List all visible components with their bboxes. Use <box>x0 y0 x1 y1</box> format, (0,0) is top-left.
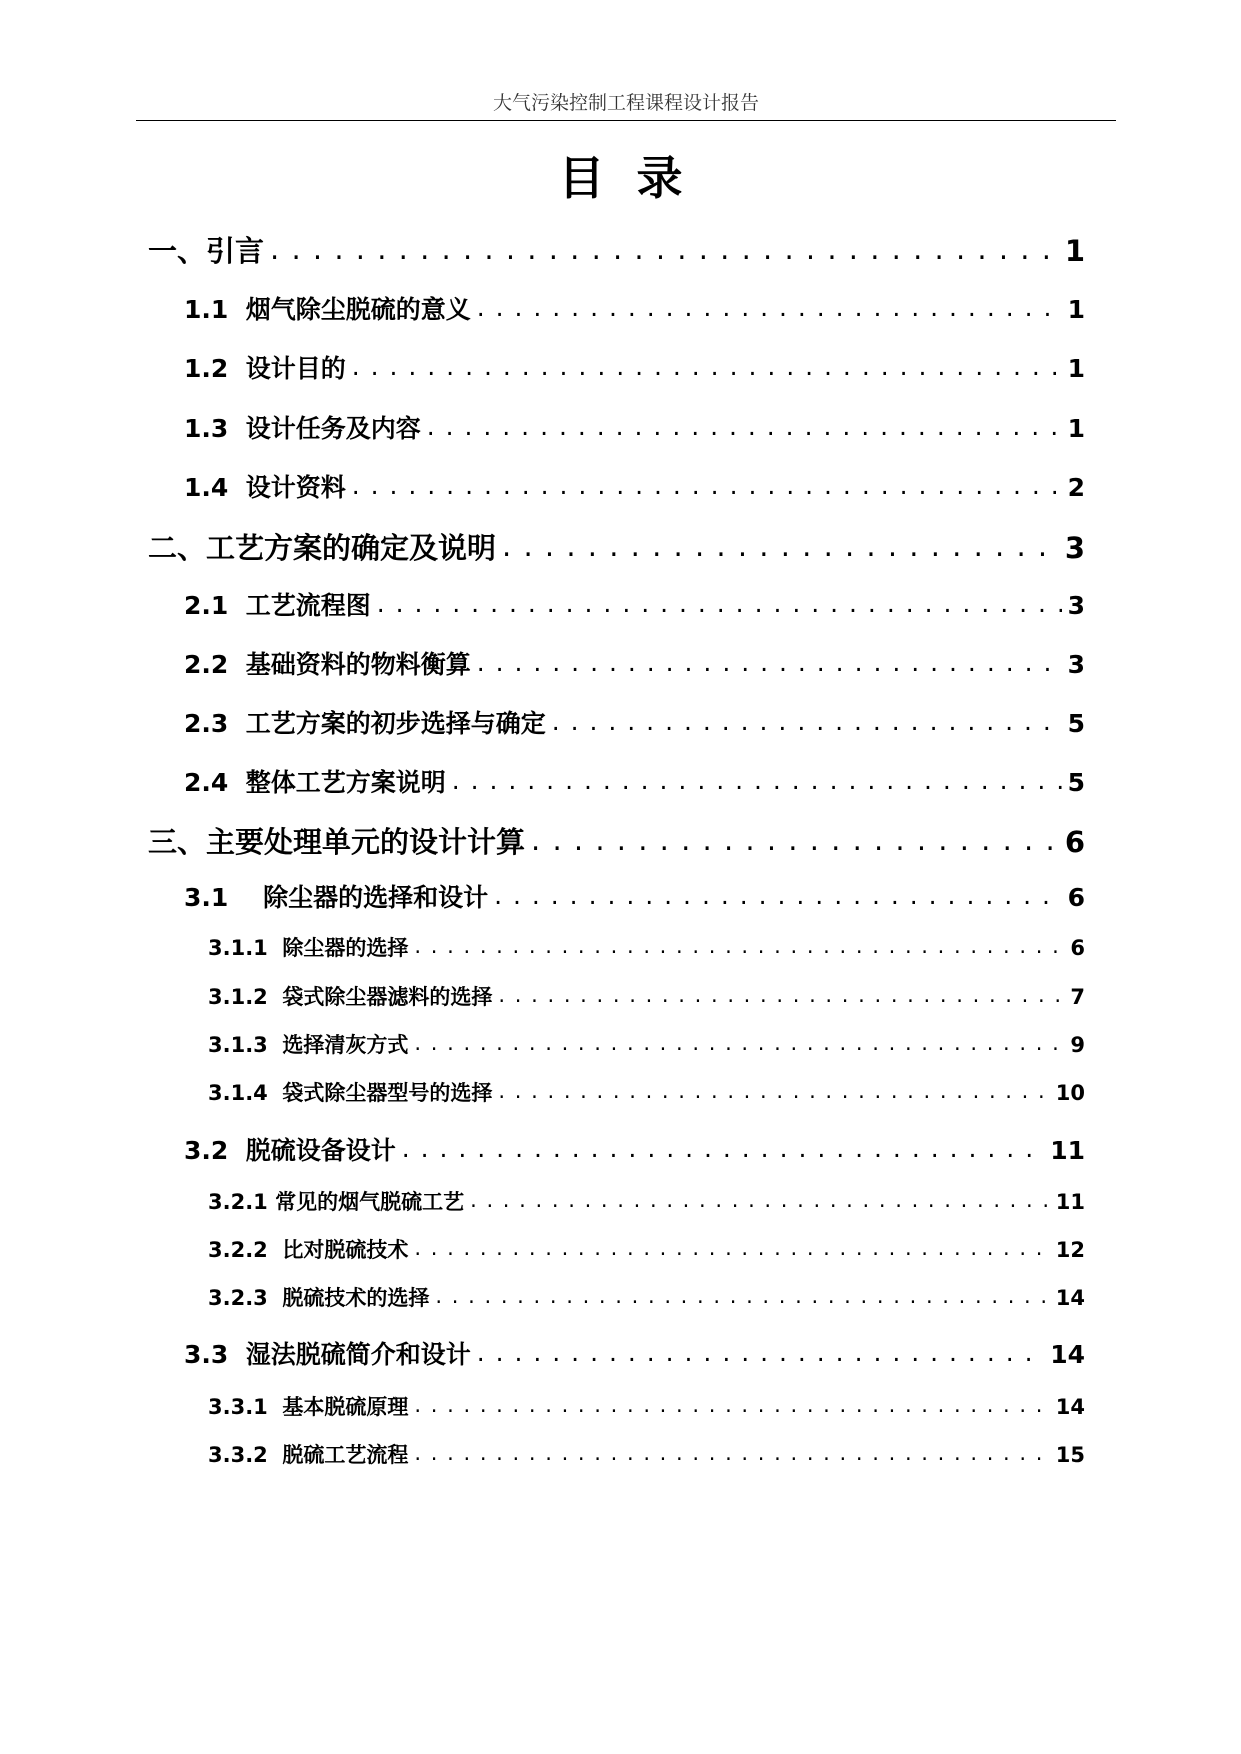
toc-page-number: 7 <box>1070 985 1085 1009</box>
toc-entry-3-3[interactable] <box>184 1335 1085 1371</box>
toc-label: 3.1.3 选择清灰方式 <box>208 1033 409 1057</box>
toc-page-number: 3 <box>1067 650 1085 679</box>
toc-entry-1-3[interactable] <box>184 409 1085 445</box>
toc-page-number: 12 <box>1055 1238 1085 1262</box>
toc-dot-leader <box>414 1441 1049 1465</box>
toc-page-number: 2 <box>1067 473 1085 502</box>
toc-label: 3.2 脱硫设备设计 <box>184 1136 396 1165</box>
toc-page-number: 9 <box>1070 1033 1085 1057</box>
toc-entry-3-1-3[interactable] <box>208 1029 1085 1059</box>
toc-label: 3.1 除尘器的选择和设计 <box>184 883 489 912</box>
toc-entry-3-2[interactable] <box>184 1131 1085 1167</box>
toc-page-number: 14 <box>1050 1340 1085 1369</box>
toc-label: 2.3 工艺方案的初步选择与确定 <box>184 709 546 738</box>
page-header: 大气污染控制工程课程设计报告 <box>136 86 1116 121</box>
toc-entry-chapter-2[interactable] <box>148 526 1085 567</box>
toc-entry-3-1-2[interactable] <box>208 981 1085 1011</box>
toc-entry-2-2[interactable] <box>184 645 1085 681</box>
toc-label: 1.4 设计资料 <box>184 473 346 502</box>
toc-page-number: 14 <box>1055 1395 1085 1419</box>
toc-dot-leader <box>270 232 1059 266</box>
toc-label: 二、工艺方案的确定及说明 <box>148 531 497 565</box>
toc-page-number: 6 <box>1070 936 1085 960</box>
toc-dot-leader <box>435 1284 1049 1308</box>
toc-page-number: 5 <box>1067 709 1085 738</box>
toc-entry-3-2-3[interactable] <box>208 1282 1085 1312</box>
toc-label: 3.3 湿法脱硫简介和设计 <box>184 1340 471 1369</box>
toc-label: 1.2 设计目的 <box>184 354 346 383</box>
toc-entry-3-2-1[interactable] <box>208 1186 1085 1216</box>
toc-page-number: 11 <box>1050 1136 1085 1165</box>
toc-dot-leader <box>494 881 1061 910</box>
toc-dot-leader <box>414 1393 1049 1417</box>
toc-dot-leader <box>402 1134 1045 1163</box>
toc-dot-leader <box>470 1188 1050 1212</box>
toc-entry-3-3-1[interactable] <box>208 1391 1085 1421</box>
toc-entry-3-1-4[interactable] <box>208 1077 1085 1107</box>
toc-dot-leader <box>377 589 1062 618</box>
toc-page-number: 10 <box>1055 1081 1085 1105</box>
toc-entry-2-4[interactable] <box>184 763 1085 799</box>
toc-dot-leader <box>352 471 1062 500</box>
toc-page-number: 1 <box>1067 414 1085 443</box>
toc-label: 3.3.2 脱硫工艺流程 <box>208 1443 409 1467</box>
toc-dot-leader <box>477 293 1062 322</box>
toc-dot-leader <box>452 766 1062 795</box>
toc-page-number: 3 <box>1067 591 1085 620</box>
toc-page-number: 15 <box>1055 1443 1085 1467</box>
toc-dot-leader <box>531 823 1059 857</box>
toc-label: 3.2.1 常见的烟气脱硫工艺 <box>208 1190 465 1214</box>
toc-label: 1.1 烟气除尘脱硫的意义 <box>184 295 471 324</box>
page-title: 目 录 <box>558 151 683 205</box>
toc-dot-leader <box>414 934 1064 958</box>
toc-page-number: 5 <box>1067 768 1085 797</box>
toc-label: 2.2 基础资料的物料衡算 <box>184 650 471 679</box>
toc-dot-leader <box>552 707 1062 736</box>
toc-label: 3.1.1 除尘器的选择 <box>208 936 409 960</box>
toc-entry-3-2-2[interactable] <box>208 1234 1085 1264</box>
toc-page-number: 1 <box>1067 354 1085 383</box>
toc-label: 3.2.3 脱硫技术的选择 <box>208 1286 430 1310</box>
toc-page-number: 1 <box>1067 295 1085 324</box>
toc-page-number: 14 <box>1055 1286 1085 1310</box>
toc-dot-leader <box>414 1031 1064 1055</box>
toc-label: 3.2.2 比对脱硫技术 <box>208 1238 409 1262</box>
toc-entry-3-3-2[interactable] <box>208 1439 1085 1469</box>
toc-label: 3.1.4 袋式除尘器型号的选择 <box>208 1081 493 1105</box>
toc-label: 2.1 工艺流程图 <box>184 591 371 620</box>
toc-entry-1-2[interactable] <box>184 349 1085 385</box>
toc-label: 一、引言 <box>148 234 265 268</box>
toc-entry-1-4[interactable] <box>184 468 1085 504</box>
toc-page-number: 3 <box>1064 531 1085 565</box>
toc-label: 3.1.2 袋式除尘器滤料的选择 <box>208 985 493 1009</box>
toc-label: 3.3.1 基本脱硫原理 <box>208 1395 409 1419</box>
toc-entry-chapter-3[interactable] <box>148 820 1085 861</box>
toc-page-number: 1 <box>1064 234 1085 268</box>
toc-entry-2-3[interactable] <box>184 704 1085 740</box>
toc-entry-chapter-1[interactable] <box>148 229 1085 270</box>
toc-entry-2-1[interactable] <box>184 586 1085 622</box>
toc-entry-3-1-1[interactable] <box>208 932 1085 962</box>
toc-page-number: 6 <box>1064 825 1085 859</box>
toc-dot-leader <box>414 1236 1049 1260</box>
toc-entry-1-1[interactable] <box>184 290 1085 326</box>
toc-dot-leader <box>502 529 1059 563</box>
toc-dot-leader <box>427 412 1062 441</box>
toc-label: 1.3 设计任务及内容 <box>184 414 421 443</box>
toc-label: 三、主要处理单元的设计计算 <box>148 825 526 859</box>
toc-page-number: 6 <box>1067 883 1085 912</box>
toc-dot-leader <box>498 1079 1049 1103</box>
toc-dot-leader <box>477 648 1062 677</box>
toc-dot-leader <box>352 352 1062 381</box>
toc-label: 2.4 整体工艺方案说明 <box>184 768 446 797</box>
toc-dot-leader <box>498 983 1064 1007</box>
toc-page-number: 11 <box>1055 1190 1085 1214</box>
toc-dot-leader <box>477 1338 1045 1367</box>
toc-entry-3-1[interactable] <box>184 878 1085 914</box>
